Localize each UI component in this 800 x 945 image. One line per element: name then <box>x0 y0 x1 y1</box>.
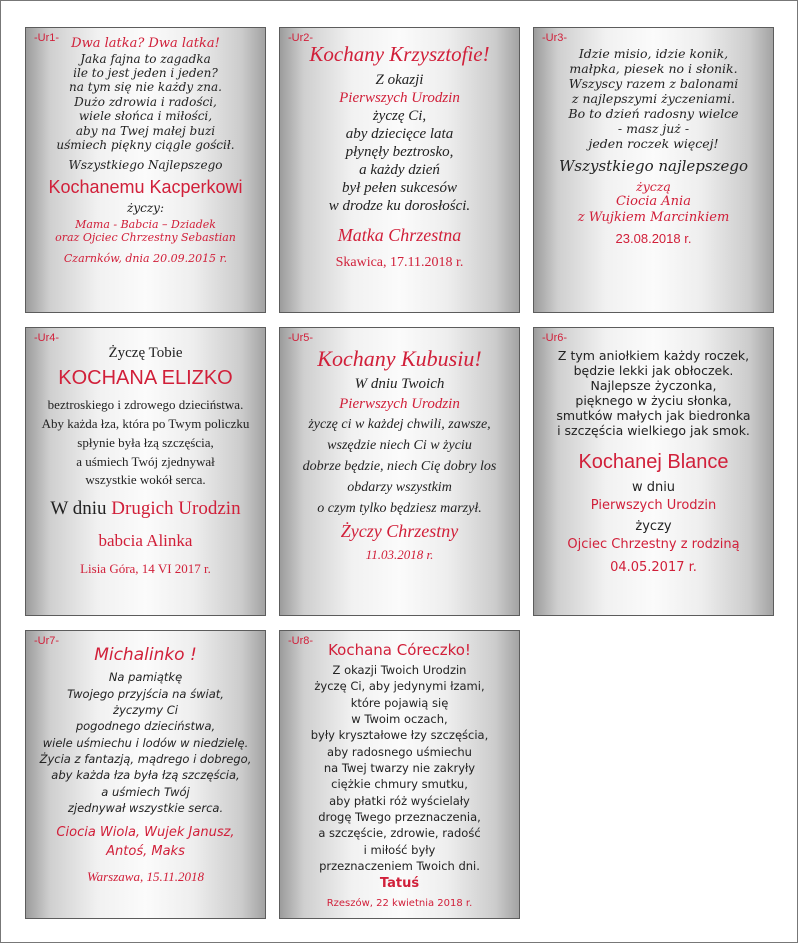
poem-line: Na pamiątkę <box>108 670 183 685</box>
poem-line: o czym tylko będziesz marzył. <box>317 501 482 517</box>
signature-line: Tatuś <box>379 876 420 892</box>
plate-id-label: -Ur8- <box>288 635 314 647</box>
plate-ur8 <box>279 630 520 919</box>
poem-line: - masz już - <box>617 121 690 136</box>
signature-line: Mama - Babcia – Dziadek <box>75 217 216 231</box>
poem-line: pogodnego dzieciństwa, <box>75 719 216 734</box>
poem-line: Dużo zdrowia i radości, <box>74 94 217 109</box>
signature-line: Ciocia Wiola, Wujek Janusz, <box>56 825 235 841</box>
signature-line: Matka Chrzestna <box>337 225 462 246</box>
poem-line: pięknego w życiu słonka, <box>575 393 732 408</box>
plate-id-label: -Ur6- <box>542 332 568 344</box>
poem-line: aby dziecięce lata <box>345 126 454 143</box>
recipient-name: Kochanemu Kacperkowi <box>48 176 243 197</box>
plate-id-label: -Ur7- <box>34 635 60 647</box>
signature-line: oraz Ojciec Chrzestny Sebastian <box>55 230 236 244</box>
date-line: 11.03.2018 r. <box>365 546 434 562</box>
wish-line: Życzę Tobie <box>108 345 183 361</box>
plate-id-label: -Ur1- <box>34 32 60 44</box>
poem-line: małpka, piesek no i słonik. <box>569 61 738 76</box>
poem-line: w Twoim oczach, <box>351 711 448 726</box>
occasion-line: Pierwszych Urodzin <box>339 395 460 412</box>
wish-line: Wszystkiego najlepszego <box>558 157 749 175</box>
signature-line: Antoś, Maks <box>106 843 185 859</box>
plate-id-label: -Ur2- <box>288 32 314 44</box>
plate-ur2 <box>279 27 520 313</box>
poem-line: a szczęście, zdrowie, radość <box>318 826 481 841</box>
poem-line: wszystkie wokół serca. <box>85 472 206 488</box>
poem-line: a uśmiech Twój zjednywał <box>76 453 215 469</box>
date-line: Skawica, 17.11.2018 r. <box>335 254 464 270</box>
poem-line: zjednywał wszystkie serca. <box>67 801 224 816</box>
signature-line: Ojciec Chrzestny z rodziną <box>567 536 740 552</box>
plate-id-label: -Ur4- <box>34 332 60 344</box>
poem-line: dobrze będzie, niech Cię dobry los <box>302 459 497 475</box>
poem-line: i miłość były <box>363 842 436 857</box>
poem-line: wiele uśmiechu i lodów w niedzielę. <box>42 735 249 750</box>
greeting-line: Michalinko ! <box>94 645 197 665</box>
poem-line: w drodze ku dorosłości. <box>328 198 471 215</box>
poem-line: życzę Ci, <box>372 108 427 125</box>
poem-line: na Twej twarzy nie zakryły <box>323 760 476 775</box>
plate-ur6 <box>533 327 774 616</box>
poem-line: aby na Twej małej buzi <box>75 123 216 138</box>
poem-line: aby płatki róż wyścielały <box>329 793 470 808</box>
poem-line: wiele słońca i miłości, <box>78 109 213 124</box>
greeting-line: Kochany Kubusiu! <box>317 346 482 371</box>
signature-line: babcia Alinka <box>98 531 193 551</box>
poem-line: Wszyscy razem z balonami <box>568 76 739 91</box>
occasion-line: Pierwszych Urodzin <box>590 497 717 513</box>
poem-line: Bo to dzień radosny wielce <box>568 106 739 121</box>
date-line: 04.05.2017 r. <box>610 560 697 576</box>
poem-line: smutków małych jak biedronka <box>556 408 751 423</box>
signature-line: z Wujkiem Marcinkiem <box>577 209 730 225</box>
poem-line: wszędzie niech Ci w życiu <box>327 438 472 454</box>
poem-line: Z okazji <box>375 72 424 89</box>
plate-ur5 <box>279 327 520 616</box>
plate-ur4 <box>25 327 266 616</box>
poem-line: Jaka fajna to zagadka <box>80 51 211 66</box>
poem-line: aby radosnego uśmiechu <box>327 744 472 759</box>
greeting-line: Kochana Córeczko! <box>328 641 471 659</box>
plate-ur1 <box>25 27 266 313</box>
poem-line: życzę Ci, aby jedynymi łzami, <box>314 679 485 694</box>
poem-line: spłynie była łzą szczęścia, <box>77 434 214 450</box>
wish-line: życzą <box>636 179 671 194</box>
poem-line: ciężkie chmury smutku, <box>331 777 468 792</box>
poem-line: Twojego przyjścia na świat, <box>67 686 224 701</box>
occasion-line: Drugich Urodzin <box>111 498 241 520</box>
recipient-name: Kochanej Blance <box>578 451 729 473</box>
poem-line: Idzie misio, idzie konik, <box>578 46 729 61</box>
poem-line: z najlepszymi życzeniami. <box>571 91 736 106</box>
poem-line: Z okazji Twoich Urodzin <box>332 663 467 677</box>
poem-line: ile to jest jeden i jeden? <box>73 65 218 80</box>
occasion-prefix: W dniu <box>50 498 107 520</box>
poem-line: a uśmiech Twój <box>101 784 190 799</box>
plate-ur7 <box>25 630 266 919</box>
poem-line: Z tym aniołkiem każdy roczek, <box>557 348 750 363</box>
poem-line: obdarzy wszystkim <box>347 480 452 496</box>
poem-line: Aby każda łza, która po Twym policzku <box>41 415 250 431</box>
poem-line: był pełen sukcesów <box>342 180 457 197</box>
signature-line: Życzy Chrzestny <box>340 521 459 542</box>
poem-line: życzymy Ci <box>113 703 178 718</box>
poem-line: jeden roczek więcej! <box>588 136 719 151</box>
date-line: Czarnków, dnia 20.09.2015 r. <box>63 252 228 266</box>
plate-id-label: -Ur3- <box>542 32 568 44</box>
poem-line: płynęły beztrosko, <box>345 144 454 161</box>
poem-line: będzie lekki jak obłoczek. <box>573 363 734 378</box>
poem-line: na tym się nie każdy zna. <box>69 80 222 95</box>
poem-line: drogę Twego przeznaczenia, <box>318 809 481 824</box>
poem-line: były kryształowe łzy szczęścia, <box>310 728 489 743</box>
wish-line: Wszystkiego Najlepszego <box>68 158 223 173</box>
poem-line: które pojawią się <box>350 695 449 710</box>
signature-line: Ciocia Ania <box>616 194 691 209</box>
plate-ur3 <box>533 27 774 313</box>
date-line: Warszawa, 15.11.2018 <box>86 868 205 884</box>
poem-line: Najlepsze życzonka, <box>590 378 717 393</box>
date-line: 23.08.2018 r. <box>615 231 692 247</box>
occasion-prefix: w dniu <box>631 480 676 495</box>
date-line: Rzeszów, 22 kwietnia 2018 r. <box>326 897 473 909</box>
poem-line: a każdy dzień <box>359 162 440 179</box>
wish-line: życzy <box>635 519 672 535</box>
poem-line: beztroskiego i zdrowego dzieciństwa. <box>47 397 244 412</box>
poem-line: życzę ci w każdej chwili, zawsze, <box>308 417 491 433</box>
poem-line: W dniu Twoich <box>354 376 445 393</box>
poem-line: aby każda łza była łzą szczęścia, <box>51 768 240 783</box>
occasion-line: Pierwszych Urodzin <box>339 90 460 107</box>
plate-id-label: -Ur5- <box>288 332 314 344</box>
poem-line: uśmiech piękny ciągle gościł. <box>56 137 235 152</box>
date-line: Lisia Góra, 14 VI 2017 r. <box>80 561 211 577</box>
greeting-line: Dwa latka? Dwa latka! <box>71 36 220 51</box>
poem-line: przeznaczeniem Twoich dni. <box>319 858 480 873</box>
poem-line: i szczęścia wielkiego jak smok. <box>557 423 750 438</box>
greeting-line: Kochany Krzysztofie! <box>309 42 490 66</box>
recipient-name: KOCHANA ELIZKO <box>58 367 233 389</box>
poem-line: Życia z fantazją, mądrego i dobrego, <box>39 752 252 767</box>
wish-line: życzy: <box>127 201 164 216</box>
